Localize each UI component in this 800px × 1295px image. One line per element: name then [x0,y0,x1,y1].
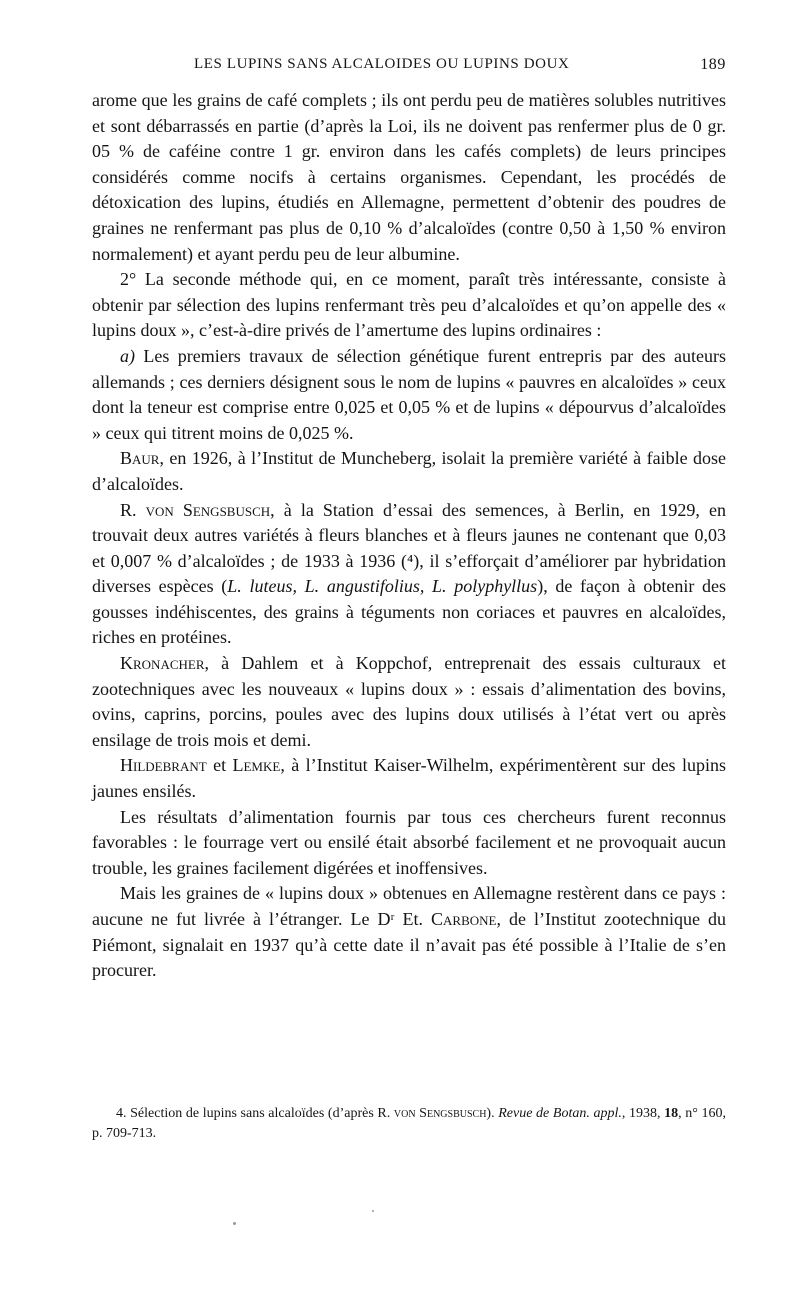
paragraph-2: 2° La seconde méthode qui, en ce moment, paraît très intéressante, consiste à obtenir par sélection des lupins renfermant très peu d’alcaloïdes et qu’on appelle des « lupins doux », c’est-à-dire privés de l’amertume des lupins ordinaires : [92,269,726,341]
author-name: Lemke [232,755,281,776]
volume-number: 18 [664,1106,679,1121]
author-name: Kronacher [120,653,205,674]
scan-speck [372,1210,374,1212]
paragraph-6: Kronacher, à Dahlem et à Koppchof, entreprenait des essais culturaux et zootechniques avec les nouveaux « lupins doux » : essais d’alimentation des bovins, ovins, caprins, porcins, poules avec des lupins doux utilisés à l’état vert ou après ensilage de trois mois et demi. [92,653,726,750]
list-marker: a) [120,345,135,366]
author-name: Baur [120,448,160,469]
journal-title: Revue de Botan. appl. [498,1106,622,1121]
footnote-number: 4. [116,1106,127,1121]
species-names: L. luteus, L. angustifolius, L. polyphyllus [227,576,538,597]
paragraph-8: Les résultats d’alimentation fournis par tous ces chercheurs furent reconnus favorables : le fourrage vert ou ensilé était absorbé facilement et ne provoquait aucun trouble, les graines facilement digérées et inoffensives. [92,806,726,878]
paragraph-5: R. von Sengsbusch, à la Station d’essai des semences, à Berlin, en 1929, en trouvait deux autres variétés à fleurs blanches et à fleurs jaunes ne contenant que 0,03 et 0,007 % d’alcaloïdes ; de 1933 à 1936 (⁴), il s’efforçait d’améliorer par hybridation diverses espèces (L. luteus, L. angustifolius, L. polyphyllus), de façon à obtenir des gousses indéhiscentes, des grains à téguments non coriaces et pauvres en alcaloïdes, riches en protéines. [92,499,726,648]
paragraph-9: Mais les graines de « lupins doux » obtenues en Allemagne restèrent dans ce pays : aucune ne fut livrée à l’étranger. Le Dʳ Et. Carbone, de l’Institut zootechnique du Piémont, signalait en 1937 qu’à cette date il n’avait pas été possible à l’Italie de s’en procurer. [92,883,727,981]
running-header [92,52,726,80]
author-name: Carbone [431,909,497,929]
paragraph-4: Baur, en 1926, à l’Institut de Muncheberg, isolait la première variété à faible dose d’alcaloïdes. [92,448,726,494]
author-name: von Sengsbusch [393,1106,487,1121]
author-name: von Sengsbusch [145,499,271,520]
running-title: LES LUPINS SANS ALCALOIDES OU LUPINS DOUX [194,56,570,72]
paragraph-7: Hildebrant et Lemke, à l’Institut Kaiser-Wilhelm, expérimentèrent sur des lupins jaunes ensilés. [92,755,726,802]
page-number: 189 [700,56,726,73]
footnote [92,1104,726,1144]
scan-speck [233,1222,236,1225]
paragraph-3: a) Les premiers travaux de sélection génétique furent entrepris par des auteurs allemands ; ces derniers désignent sous le nom de lupins « pauvres en alcaloïdes » ceux dont la teneur est comprise entre 0,025 et 0,05 % et de lupins « dépourvus d’alcaloïdes » ceux qui titrent moins de 0,025 %. [92,345,726,443]
footnote-4: 4. Sélection de lupins sans alcaloïdes (d’après R. von Sengsbusch). Revue de Botan. appl., 1938, 18, n° 160, p. 709-713. [92,1106,726,1141]
author-name: Hildebrant [120,755,207,776]
body-text [92,88,726,984]
paragraph-1: arome que les grains de café complets ; ils ont perdu peu de matières solubles nutritives et sont débarrassés en partie (d’après la Loi, ils ne doivent pas renfermer plus de 0 gr. 05 % de caféine contre 1 gr. environ dans les cafés complets) de leurs principes considérés comme nocifs à certains organismes. Cependant, les procédés de détoxication des lupins, étudiés en Allemagne, permettent d’obtenir des poudres de graines ne renfermant pas plus de 0,10 % d’alcaloïdes (contre 0,50 à 1,50 % environ normalement) et ayant perdu peu de leur albumine. [92,90,726,264]
